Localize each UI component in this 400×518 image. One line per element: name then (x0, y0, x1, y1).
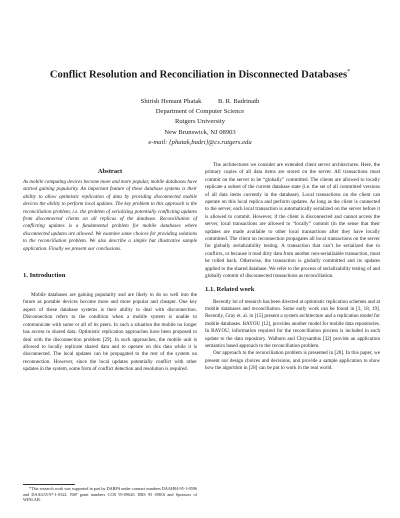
approach-paragraph: Our approach to the reconciliation problem is presented in [28]. In this paper, we present our design choices and decisions, and provide a sample application to show how the algorithm in [28] can be put to work in the real world. (205, 350, 380, 372)
author-names: Shirish Hemant Phatak B. R. Badrinath (140, 98, 260, 105)
introduction-paragraph: Mobile databases are gaining popularity and are likely to do so well into the future as portable devices become more and more popular and cheaper. One key aspect of these database systems is their ability to deal with disconnection. Disconnection refers to the condition when a mobile system is unable to communicate with some or all of its peers. In such a situation the mobile no longer has access to shared data. Optimistic replication approaches have been proposed to deal with the disconnection problem [29]. In such approaches, the mobile unit is allowed to locally replicate shared data and to operate on this data while it is disconnected. The local updates can be propagated to the rest of the system on reconnection. However, since the local updates potentially conflict with other updates in the system, some form of conflict detection and resolution is required. (23, 292, 197, 373)
email: e-mail: {phatak,badri}@cs.rutgers.edu (148, 138, 252, 146)
paper-title (20, 66, 380, 82)
department: Department of Computer Science (155, 108, 245, 116)
related-work-heading: 1.1. Related work (205, 285, 255, 293)
city: New Brunswick, NJ 08903 (164, 128, 236, 136)
abstract-text: As mobile computing devices become more and more popular, mobile databases have started gaining popularity. An important feature of these database systems is their ability to allow optimistic replication of data by providing disconnected mobile devices the ability to perform local updates. The key problem to this approach is the reconciliation problem, i.e. the problem of serializing potentially conflicting updates from disconnected clients on all replicas of the database. Reconciliation of conflicting updates is a fundamental problem for mobile databases where disconnected updates are allowed. We examine some choices for providing solutions to the reconciliation problem. We also describe a simple but illustrative sample application. Finally we present our conclusions. (23, 179, 197, 252)
footnote: *This research work was supported in part by DARPA under contract numbers DAAH04-95-1-0596 and DAAG55-97-1-0322, NSF grant numbers CCR 95-09620, IRIS 95 09816 and Sponsors of WINLAB. (23, 486, 197, 503)
title-footnote-mark: * (347, 69, 351, 75)
left-column (23, 167, 197, 374)
right-column (205, 162, 380, 373)
title-text: Conflict Resolution and Reconciliation in Disconnected Databases (49, 69, 348, 81)
introduction-heading: 1. Introduction (23, 272, 66, 280)
architecture-paragraph: The architectures we consider are extended client server architectures. Here, the primary copies of all data items are stored on the server. All transactions must commit on the server to be “globally” committed. The clients are allowed to locally replicate a subset of the current database state (i.e. the set of all committed versions of all data items currently in the database). Local transactions on the client can operate on this local replica and perform updates. As long as the client is connected to the server, each local transaction is automatically serialized on the server before it is allowed to commit. However, if the client is disconnected and cannot access the server, local transactions are allowed to “locally” commit (in the sense that their updates are made available to other local transactions after they have locally committed. The client on reconnection propagates all local transactions on the server for globally serializability testing. A transaction that can’t be serialized due to conflicts, or because it read dirty data from another non-serializable transaction, must be rolled back. Otherwise, the transaction is globally committed and its updates applied to the shared database. We refer to the process of serializability testing of and globally commit of disconnected transactions as reconciliation. (205, 162, 380, 280)
university: Rutgers University (175, 118, 225, 126)
author-block (100, 97, 300, 148)
footnote-rule (23, 484, 75, 485)
abstract-heading: Abstract (97, 168, 123, 175)
related-work-paragraph: Recently lot of research has been directed at optimistic replication schemes and at mobile databases and reconciliation. Some early work can be found in [3, 18, 19]. Recently, Gray et. al. in [15] present a system architecture and a replication model for mobile databases. BAYOU [12], provides another model for mobile data repositories. In BAYOU, information required for the reconciliation process is included in each update to the data repository. Walborn and Chrysanthis [32] provide an application semantics based approach to the reconciliation problem. (205, 298, 380, 349)
